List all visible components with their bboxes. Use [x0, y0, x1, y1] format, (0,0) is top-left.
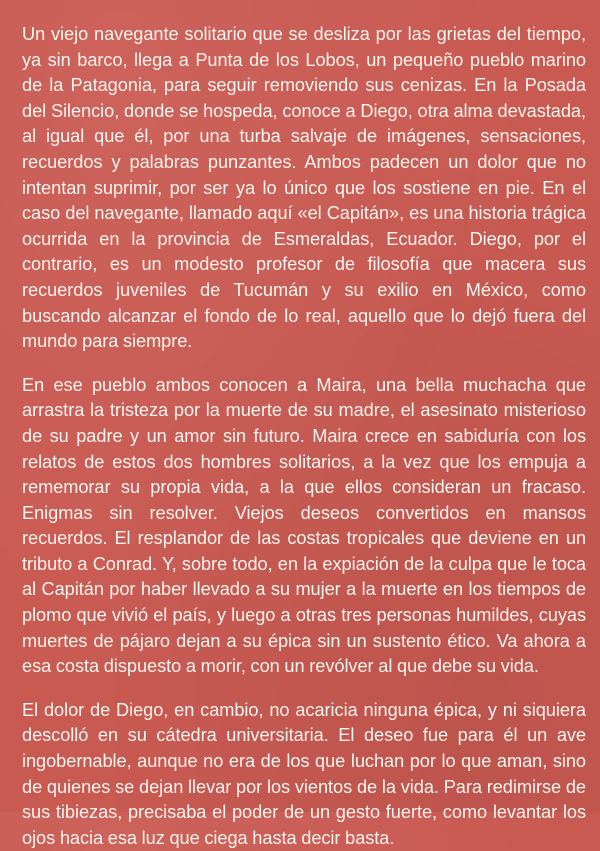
paragraph-3: El dolor de Diego, en cambio, no acaricia ninguna épica, y ni siquiera descolló en su cátedra universitaria. El deseo fue para él un ave ingobernable, aunque no era de los que luchan por lo que aman, sino de quienes se dejan llevar por los vientos de la vida. Para redimirse de sus tibiezas, precisaba el poder de un gesto fuerte, como levantar los ojos hacia esa luz que ciega hasta decir basta. [22, 699, 586, 848]
paragraph-2: En ese pueblo ambos conocen a Maira, una bella muchacha que arrastra la tristeza por la muerte de su madre, el asesinato misterioso de su padre y un amor sin futuro. Maira crece en sabiduría con los relatos de estos dos hombres solitarios, a la vez que los empuja a rememorar su propia vida, a la que ellos consideran un fracaso. Enigmas sin resolver. Viejos deseos convertidos en mansos recuerdos. El resplandor de las costas tropicales que deviene en un tributo a Conrad. Y, sobre todo, en la expiación de la culpa que le toca al Capitán por haber llevado a su mujer a la muerte en los tiempos de plomo que vivió el país, y luego a otras tres personas humildes, cuyas muertes de pájaro dejan a su épica sin un sustento ético. Va ahora a esa costa dispuesto a morir, con un revólver al que debe su vida. [22, 374, 586, 677]
paragraph-1: Un viejo navegante solitario que se desliza por las grietas del tiempo, ya sin barco, llega a Punta de los Lobos, un pequeño pueblo marino de la Patagonia, para seguir removiendo sus cenizas. En la Posada del Silencio, donde se hospeda, conoce a Diego, otra alma devastada, al igual que él, por una turba salvaje de imágenes, sensaciones, recuerdos y palabras punzantes. Ambos padecen un dolor que no intentan suprimir, por ser ya lo único que los sostiene en pie. En el caso del navegante, llamado aquí «el Capitán», es una historia trágica ocurrida en la provincia de Esmeraldas, Ecuador. Diego, por el contrario, es un modesto profesor de filosofía que macera sus recuerdos juveniles de Tucumán y su exilio en México, como buscando alcanzar el fondo de lo real, aquello que lo dejó fuera del mundo para siempre. [22, 24, 586, 352]
